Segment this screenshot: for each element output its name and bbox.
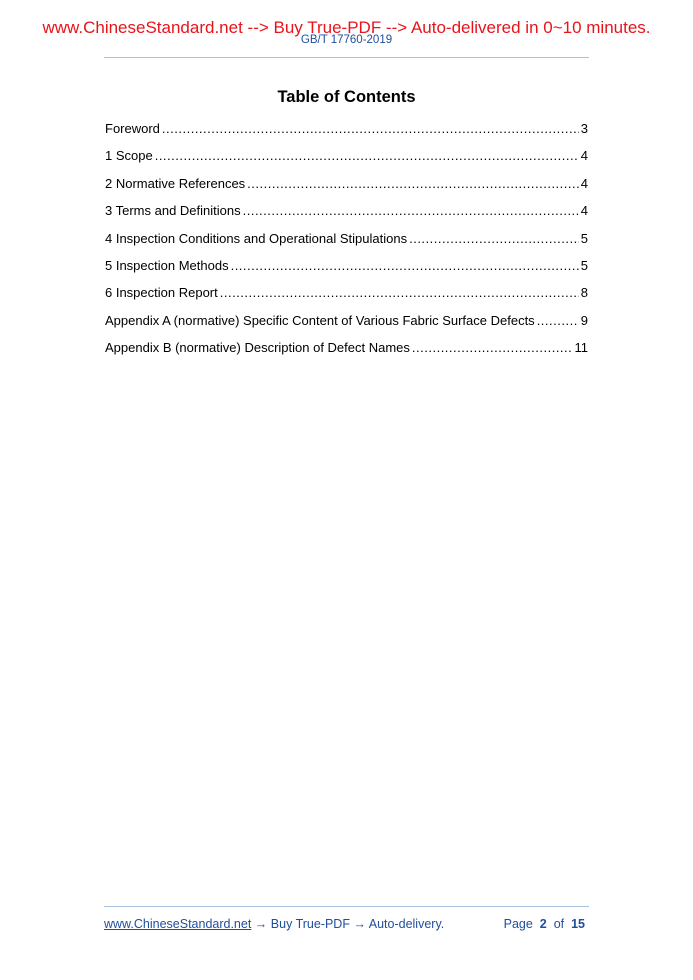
toc-entry-page[interactable]: 3 — [580, 121, 588, 136]
dot-leader — [412, 339, 573, 356]
document-code — [0, 33, 693, 47]
page-indicator — [504, 916, 585, 932]
footer-delivery-text: Auto-delivery. — [368, 917, 445, 931]
dot-leader — [247, 175, 579, 192]
toc-entry-label[interactable]: Appendix A (normative) Specific Content of Various Fabric Surface Defects — [105, 312, 535, 328]
toc-entry-inspection-methods[interactable] — [105, 257, 588, 284]
toc-entry-label[interactable]: 1 Scope — [105, 148, 153, 164]
toc-entry-scope[interactable] — [105, 147, 588, 174]
page-of-label: of — [553, 917, 565, 931]
dot-leader — [155, 147, 579, 164]
total-page-count: 15 — [571, 917, 585, 931]
toc-entry-label[interactable]: 6 Inspection Report — [105, 285, 218, 301]
arrow-right-icon: → — [254, 917, 268, 931]
toc-entry-normative-references[interactable] — [105, 175, 588, 202]
banner-text[interactable]: www.ChineseStandard.net --> Buy True-PDF --> Auto-delivered in 0~10 minutes. — [42, 18, 651, 37]
toc-entry-page[interactable]: 9 — [580, 312, 588, 328]
toc-entry-appendix-a[interactable] — [105, 312, 588, 339]
dot-leader — [220, 284, 579, 301]
toc-entry-label[interactable]: 4 Inspection Conditions and Operational Stipulations — [105, 230, 408, 246]
toc-entry-page[interactable]: 8 — [580, 285, 588, 301]
dot-leader — [243, 202, 579, 219]
footer-site-link[interactable]: www.ChineseStandard.net — [104, 917, 252, 931]
dot-leader — [537, 312, 579, 329]
toc-entry-label[interactable]: Appendix B (normative) Description of Defect Names — [105, 340, 410, 356]
footer-divider — [104, 906, 589, 907]
toc-entry-page[interactable]: 4 — [580, 148, 588, 164]
toc-entry-page[interactable]: 5 — [580, 257, 588, 273]
footer-promo — [104, 916, 444, 932]
toc-entry-inspection-report[interactable] — [105, 284, 588, 311]
header-divider — [104, 57, 589, 58]
page-title: Table of Contents — [277, 88, 416, 106]
table-of-contents — [105, 120, 588, 367]
current-page-number: 2 — [539, 917, 547, 931]
toc-entry-appendix-b[interactable] — [105, 339, 588, 366]
dot-leader — [231, 257, 579, 274]
doc-code-text: GB/T 17760-2019 — [300, 34, 393, 46]
dot-leader — [409, 230, 579, 247]
toc-entry-page[interactable]: 5 — [580, 230, 588, 246]
toc-entry-label[interactable]: 2 Normative References — [105, 175, 246, 191]
toc-entry-label[interactable]: 5 Inspection Methods — [105, 257, 229, 273]
page-label: Page — [503, 917, 533, 931]
dot-leader — [162, 120, 579, 137]
arrow-right-icon: → — [353, 917, 366, 931]
toc-entry-label[interactable]: Foreword — [105, 121, 160, 136]
footer-buy-text: Buy True-PDF — [270, 917, 350, 931]
toc-entry-page[interactable]: 4 — [580, 203, 588, 219]
toc-entry-page[interactable]: 11 — [574, 340, 588, 356]
toc-entry-terms-definitions[interactable] — [105, 202, 588, 229]
toc-entry-inspection-conditions[interactable] — [105, 230, 588, 257]
toc-entry-label[interactable]: 3 Terms and Definitions — [105, 203, 241, 219]
toc-entry-foreword[interactable] — [105, 120, 588, 147]
toc-entry-page[interactable]: 4 — [580, 175, 588, 191]
